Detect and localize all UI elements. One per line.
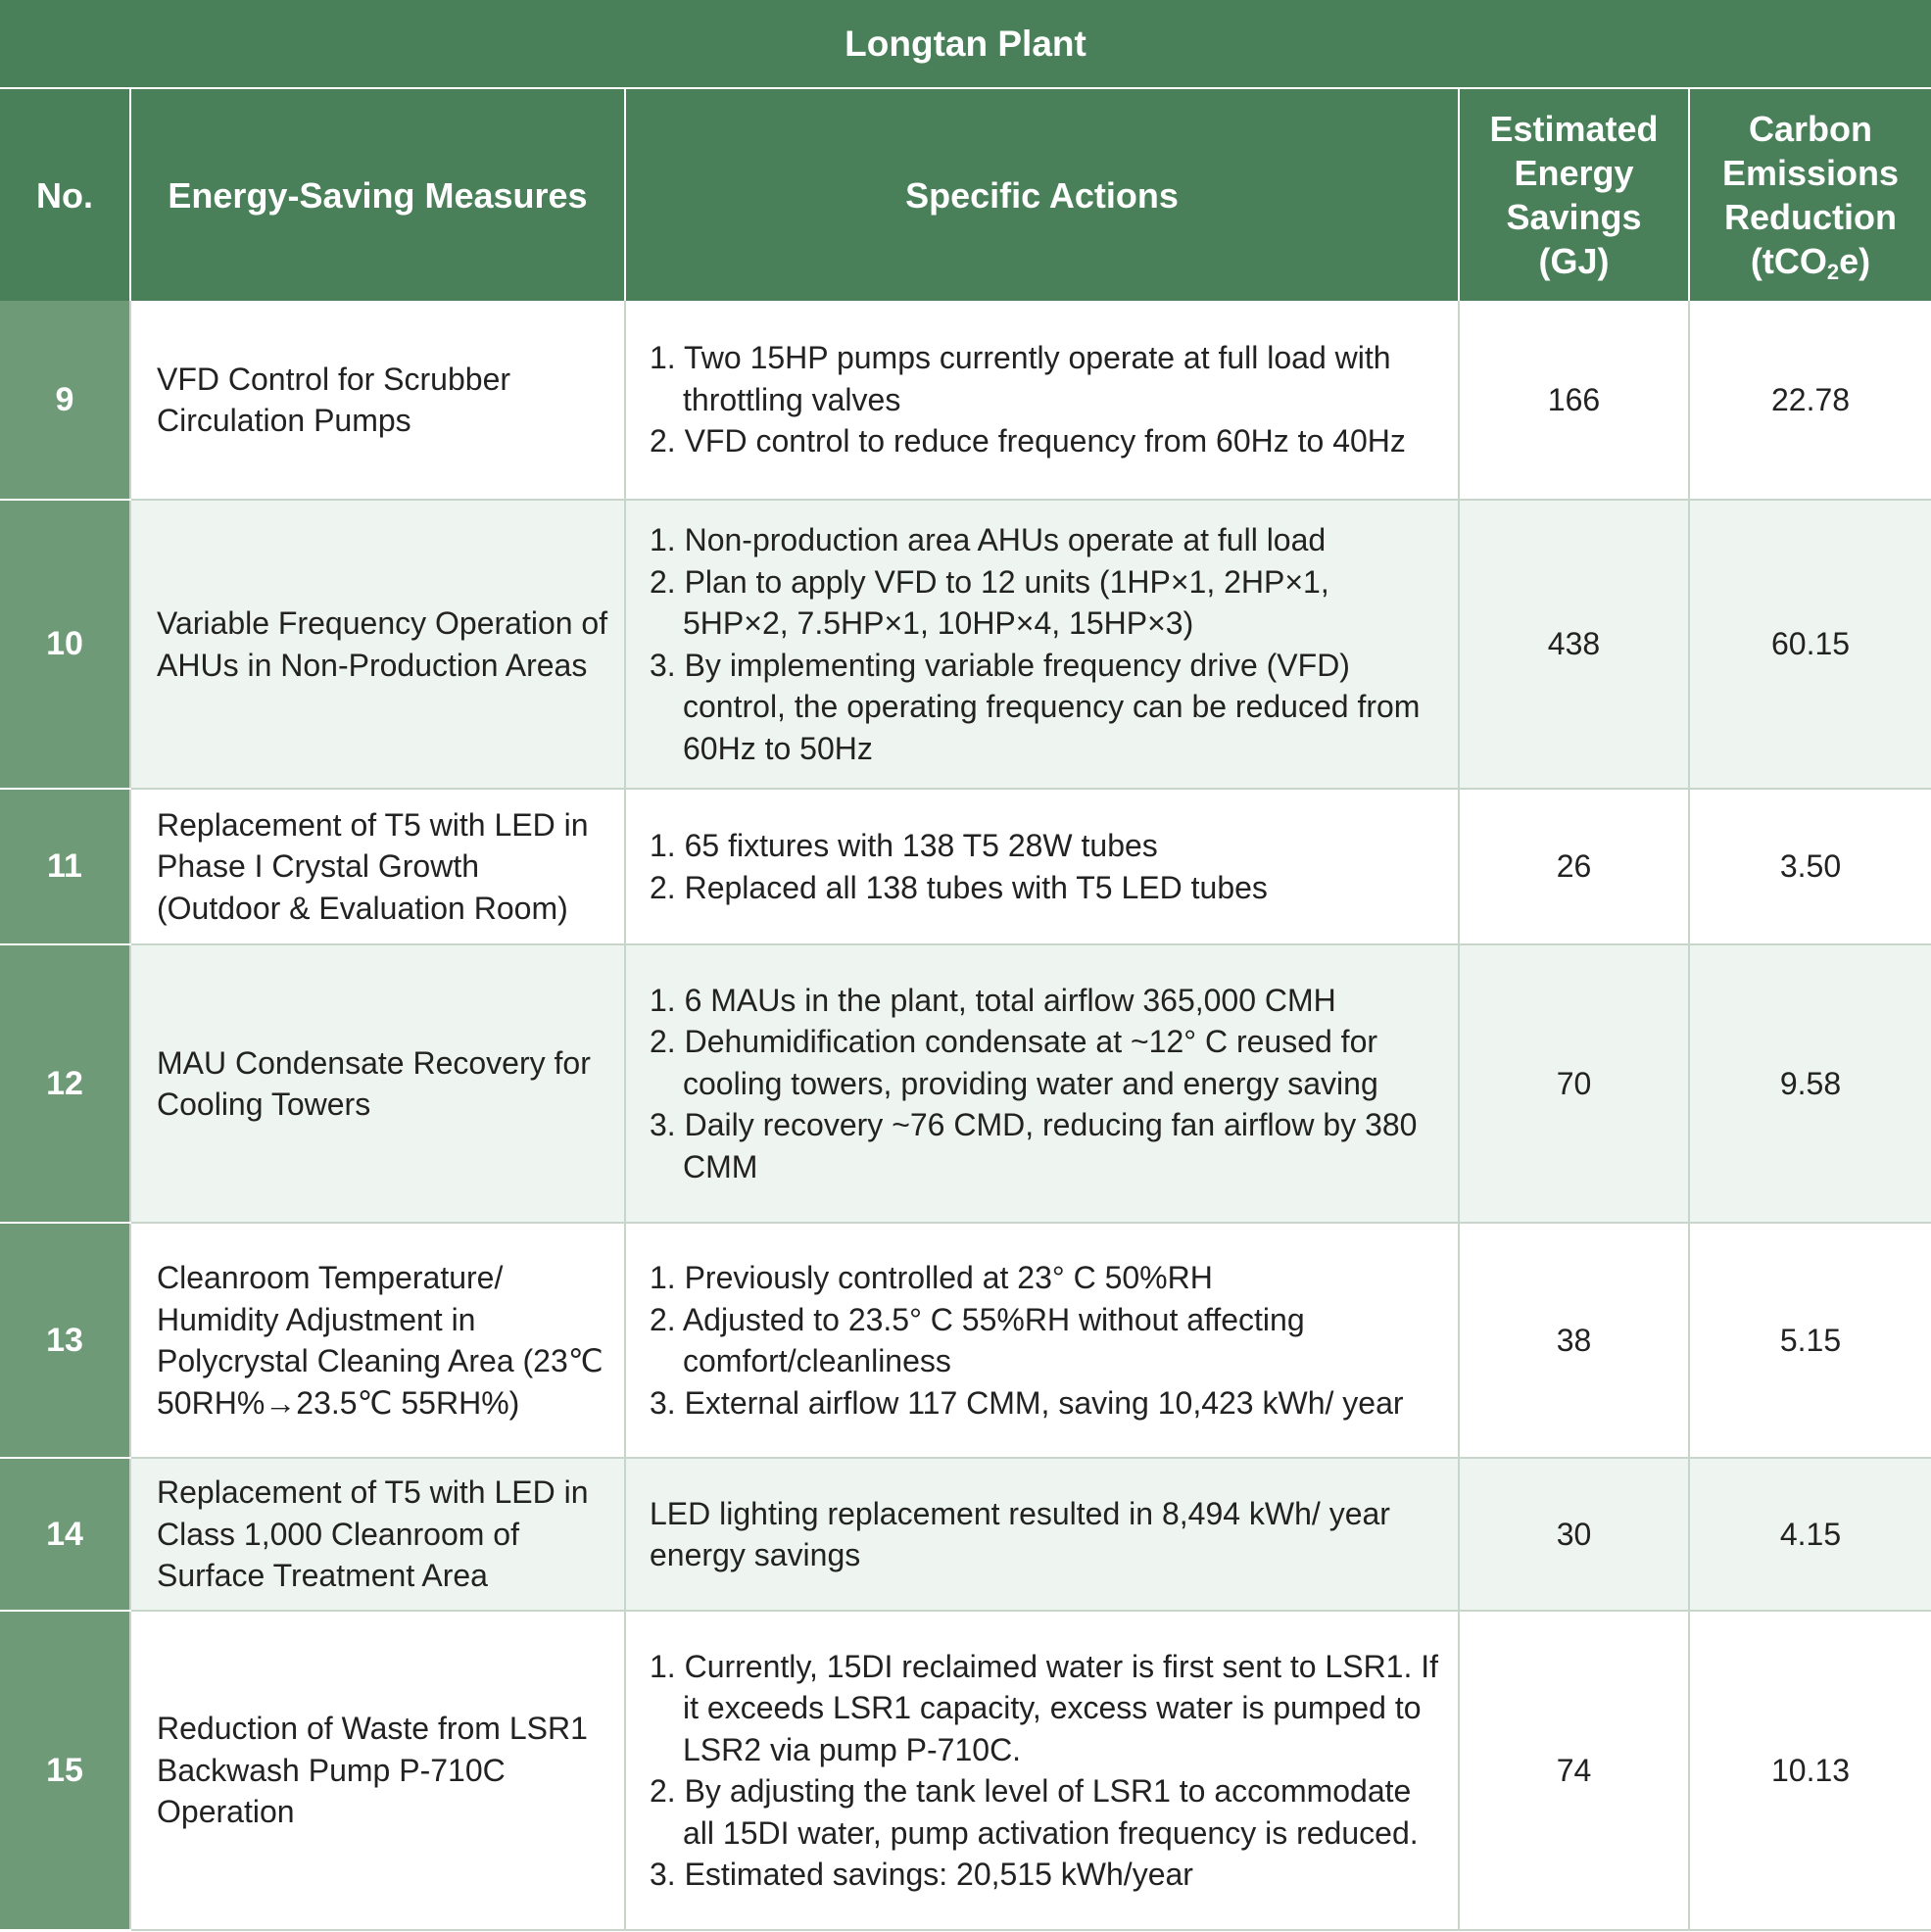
row-number: 12 [0,944,130,1223]
action-list [650,1646,1442,1896]
row-number: 15 [0,1611,130,1930]
actions-cell [625,944,1459,1223]
energy-savings-cell: 438 [1459,500,1689,789]
carbon-reduction-cell: 4.15 [1689,1458,1931,1611]
action-item: 1. 65 fixtures with 138 T5 28W tubes [650,828,1158,863]
header-carbon-sub: 2 [1826,260,1840,284]
action-item: 2. Adjusted to 23.5° C 55%RH without affecting comfort/cleanliness [650,1301,1305,1378]
action-item: 1. 6 MAUs in the plant, total airflow 365,000 CMH [650,982,1336,1018]
row-number: 9 [0,301,130,500]
action-item: 3. Daily recovery ~76 CMD, reducing fan airflow by 380 CMM [650,1107,1418,1184]
action-text: LED lighting replacement resulted in 8,494 kWh/ year energy savings [650,1495,1390,1572]
action-list [650,825,1442,908]
carbon-reduction-cell: 10.13 [1689,1611,1931,1930]
table-row [0,500,1931,789]
action-list [650,337,1442,462]
action-list [650,1257,1442,1424]
header-carbon-main: Carbon Emissions Reduction (tCO [1721,109,1900,281]
row-number: 13 [0,1223,130,1458]
header-row [0,88,1931,301]
energy-savings-cell: 166 [1459,301,1689,500]
carbon-reduction-cell: 3.50 [1689,789,1931,944]
actions-cell [625,1458,1459,1611]
action-item: 2. VFD control to reduce frequency from 60Hz to 40Hz [650,423,1406,459]
header-actions: Specific Actions [625,88,1459,301]
actions-cell [625,1223,1459,1458]
table-row [0,1458,1931,1611]
header-measures: Energy-Saving Measures [130,88,625,301]
energy-savings-cell: 70 [1459,944,1689,1223]
carbon-reduction-cell: 5.15 [1689,1223,1931,1458]
actions-cell [625,500,1459,789]
table-title: Longtan Plant [0,0,1931,88]
header-energy: Estimated Energy Savings (GJ) [1459,88,1689,301]
measure-cell: Replacement of T5 with LED in Phase I Crystal Growth (Outdoor & Evaluation Room) [130,789,625,944]
action-list [650,980,1442,1188]
action-item: 2. By adjusting the tank level of LSR1 to accommodate all 15DI water, pump activation frequency is reduced. [650,1773,1419,1851]
table-row [0,301,1931,500]
action-list [650,519,1442,769]
carbon-reduction-cell: 22.78 [1689,301,1931,500]
table-row [0,1611,1931,1930]
actions-cell [625,301,1459,500]
carbon-reduction-cell: 60.15 [1689,500,1931,789]
action-item: 3. External airflow 117 CMM, saving 10,423 kWh/ year [650,1384,1404,1421]
measure-cell: MAU Condensate Recovery for Cooling Towers [130,944,625,1223]
action-item: 3. By implementing variable frequency drive (VFD) control, the operating frequency can be reduced from 60Hz to 50Hz [650,647,1421,766]
row-number: 11 [0,789,130,944]
action-item: 1. Previously controlled at 23° C 50%RH [650,1260,1213,1295]
table-row [0,789,1931,944]
action-item: 3. Estimated savings: 20,515 kWh/year [650,1857,1193,1892]
row-number: 14 [0,1458,130,1611]
action-item: 2. Replaced all 138 tubes with T5 LED tubes [650,869,1268,905]
table-row [0,944,1931,1223]
row-number: 10 [0,500,130,789]
action-item: 1. Two 15HP pumps currently operate at full load with throttling valves [650,340,1391,417]
action-item: 1. Non-production area AHUs operate at full load [650,522,1327,557]
action-item: 2. Plan to apply VFD to 12 units (1HP×1, 2HP×1, 5HP×2, 7.5HP×1, 10HP×4, 15HP×3) [650,563,1329,641]
energy-savings-cell: 74 [1459,1611,1689,1930]
actions-cell [625,1611,1459,1930]
header-carbon [1689,88,1931,301]
measure-cell: Reduction of Waste from LSR1 Backwash Pump P-710C Operation [130,1611,625,1930]
action-item: 2. Dehumidification condensate at ~12° C reused for cooling towers, providing water and energy saving [650,1024,1378,1101]
actions-cell [625,789,1459,944]
carbon-reduction-cell: 9.58 [1689,944,1931,1223]
header-carbon-end: e) [1839,241,1871,281]
measure-cell: Cleanroom Temperature/ Humidity Adjustment in Polycrystal Cleaning Area (23℃ 50RH%→23.5℃ 55RH%) [130,1223,625,1458]
measure-cell: VFD Control for Scrubber Circulation Pumps [130,301,625,500]
energy-savings-cell: 38 [1459,1223,1689,1458]
header-no: No. [0,88,130,301]
energy-savings-cell: 26 [1459,789,1689,944]
action-item: 1. Currently, 15DI reclaimed water is first sent to LSR1. If it exceeds LSR1 capacity, excess water is pumped to LSR2 via pump P-710C. [650,1648,1439,1767]
measure-cell: Variable Frequency Operation of AHUs in Non-Production Areas [130,500,625,789]
measure-cell: Replacement of T5 with LED in Class 1,000 Cleanroom of Surface Treatment Area [130,1458,625,1611]
table-row [0,1223,1931,1458]
energy-savings-cell: 30 [1459,1458,1689,1611]
